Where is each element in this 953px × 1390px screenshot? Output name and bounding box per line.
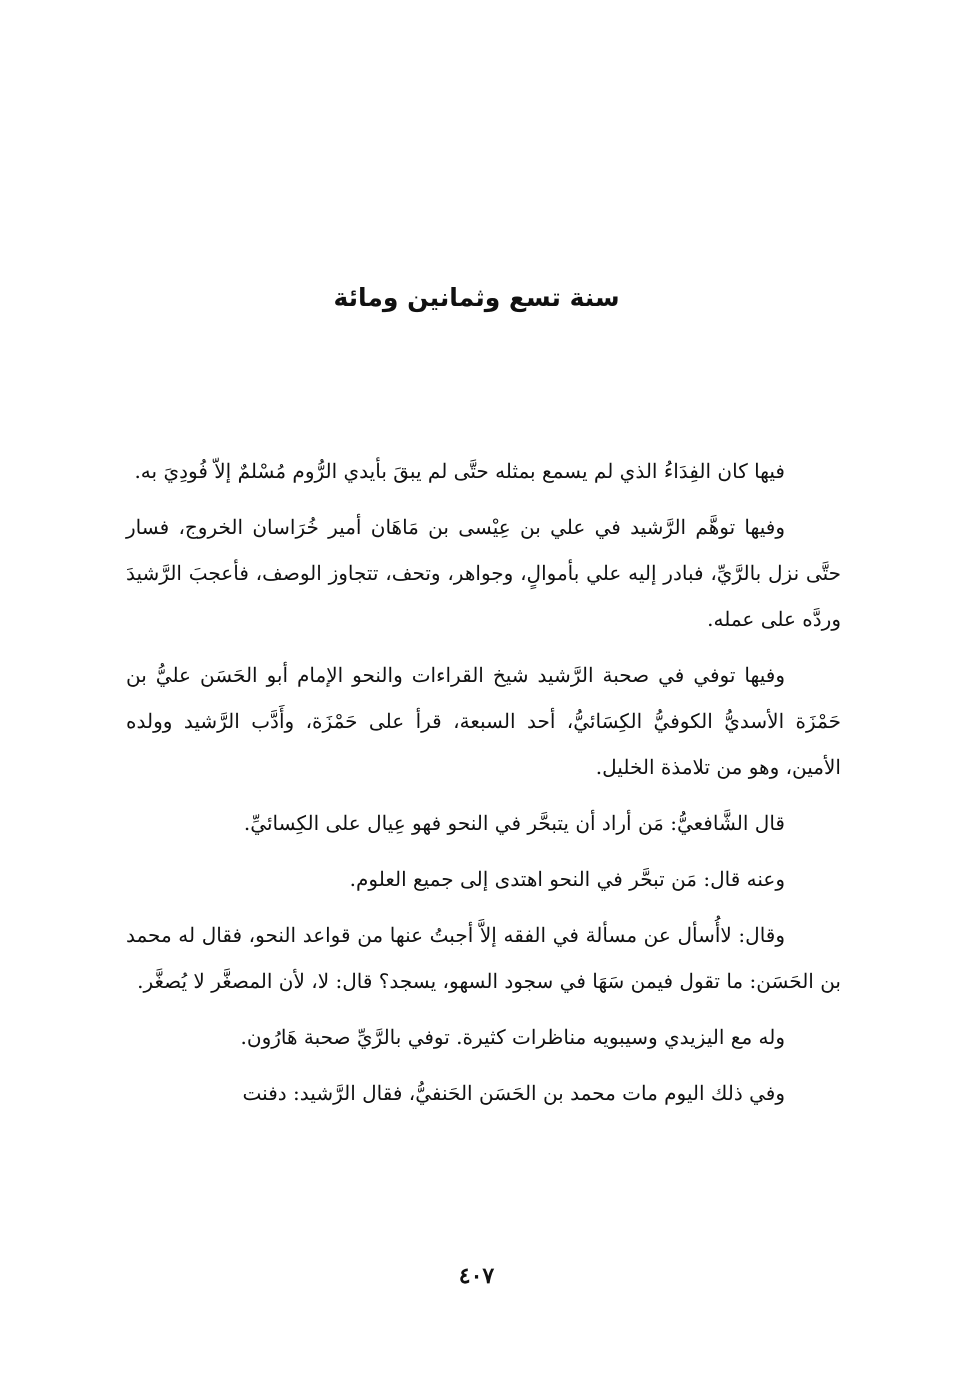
paragraph-shafii-quote: قال الشَّافعيُّ: مَن أراد أن يتبحَّر في النحو فهو عِيال على الكِسائيِّ. [243, 811, 785, 835]
paragraph-ransom: فيها كان الفِدَاءُ الذي لم يسمع بمثله حتَّى لم يبقَ بأيدي الرُّوم مُسْلمٌ إلاّ فُودِيَ به. [134, 459, 785, 483]
page-number: ٤٠٧ [458, 1263, 495, 1289]
chapter-title: سنة تسع وثمانين ومائة [333, 283, 620, 312]
paragraph-grammar-quote: وعنه قال: مَن تبحَّر في النحو اهتدى إلى جميع العلوم. [349, 867, 785, 891]
paragraph-debates: وله مع اليزيدي وسيبويه مناظرات كثيرة. توفي بالرَّيِّ صحبة هَارُون. [240, 1025, 785, 1049]
body-text [126, 448, 841, 1126]
paragraph-kisai-death: وفيها توفي في صحبة الرَّشيد شيخ القراءات والنحو الإمام أبو الحَسَن عليُّ بن حَمْزَة الأسديُّ الكوفيُّ الكِسَائيُّ، أحد السبعة، قرأ على حَمْزَة، وأَدَّب الرَّشيد وولده الأمين، وهو من تلامذة الخليل. [126, 663, 841, 779]
paragraph-hanafi-death: وفي ذلك اليوم مات محمد بن الحَسَن الحَنفيُّ، فقال الرَّشيد: دفنت [242, 1081, 785, 1105]
paragraph-fiqh-question: وقال: لاأُسأل عن مسألة في الفقه إلاَّ أجبتُ عنها من قواعد النحو، فقال له محمد بن الحَسَن: ما تقول فيمن سَهَا في سجود السهو، يسجد؟ قال: لا، لأن المصغَّر لا يُصغَّر. [126, 923, 841, 993]
paragraph-ali-bin-isa: وفيها توهَّم الرَّشيد في علي بن عِيْسى بن مَاهَان أمير خُرَاسان الخروج، فسار حتَّى نزل بالرَّيِّ، فبادر إليه علي بأموالٍ، وجواهر، وتحف، تتجاوز الوصف، فأعجبَ الرَّشيدَ وردَّه على عمله. [126, 515, 841, 631]
